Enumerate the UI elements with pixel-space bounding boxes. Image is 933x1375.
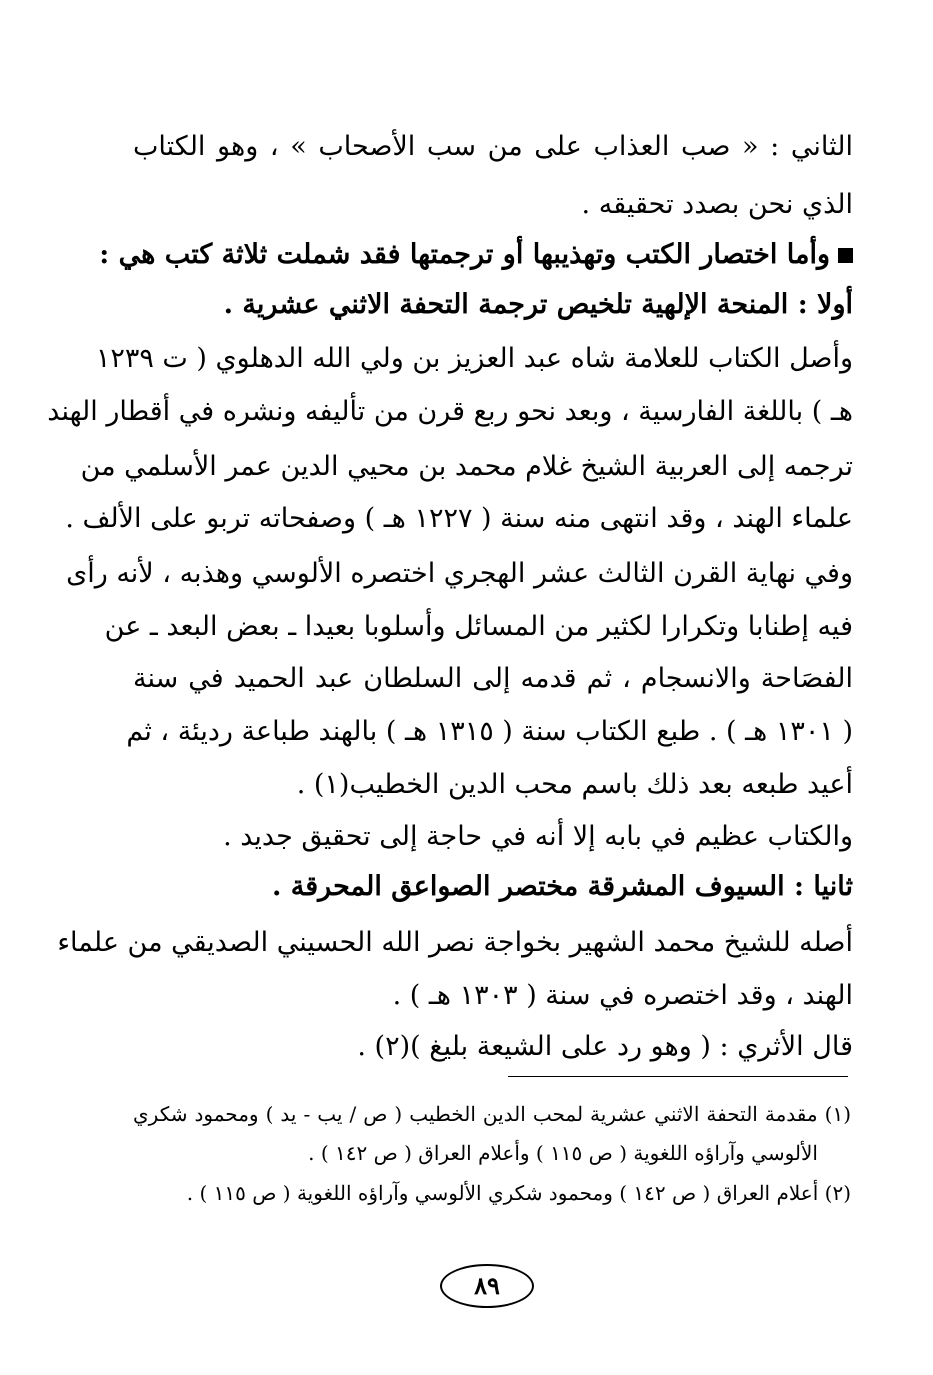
- body-line-16: أصله للشيخ محمد الشهير بخواجة نصر الله الحسيني الصديقي من علماء: [57, 927, 853, 958]
- body-line-14: والكتاب عظيم في بابه إلا أنه في حاجة إلى تحقيق جديد .: [223, 821, 853, 852]
- body-line-12: ( ١٣٠١ هـ ) . طبع الكتاب سنة ( ١٣١٥ هـ ) بالهند طباعة رديئة ، ثم: [126, 716, 853, 747]
- body-line-10: فيه إطنابا وتكرارا لكثير من المسائل وأسلوبا بعيدا ـ بعض البعد ـ عن: [104, 611, 853, 642]
- body-line-2: الذي نحن بصدد تحقيقه .: [581, 189, 853, 220]
- body-line-17: الهند ، وقد اختصره في سنة ( ١٣٠٣ هـ ) .: [392, 980, 853, 1011]
- subsection-heading-2: ثانيا : السيوف المشرقة مختصر الصواعق المحرقة .: [271, 871, 853, 902]
- footnote-1-line-2: الألوسي وآراؤه اللغوية ( ص ١١٥ ) وأعلام العراق ( ص ١٤٢ ) .: [308, 1141, 818, 1165]
- footnote-separator: [508, 1076, 848, 1077]
- footnote-2: (٢) أعلام العراق ( ص ١٤٢ ) ومحمود شكري الألوسي وآراؤه اللغوية ( ص ١١٥ ) .: [186, 1181, 851, 1205]
- body-line-13: أعيد طبعه بعد ذلك باسم محب الدين الخطيب(١) .: [296, 769, 853, 800]
- body-line-6: هـ ) باللغة الفارسية ، وبعد نحو ربع قرن من تأليفه ونشره في أقطار الهند: [47, 396, 853, 427]
- body-line-1: الثاني : « صب العذاب على من سب الأصحاب » ، وهو الكتاب: [133, 131, 853, 162]
- body-line-5: وأصل الكتاب للعلامة شاه عبد العزيز بن ولي الله الدهلوي ( ت ١٢٣٩: [95, 343, 853, 374]
- footnote-1-line-1: (١) مقدمة التحفة الاثني عشرية لمحب الدين الخطيب ( ص / يب - يد ) ومحمود شكري: [133, 1102, 851, 1126]
- body-line-7: ترجمه إلى العربية الشيخ غلام محمد بن محيي الدين عمر الأسلمي من: [80, 451, 853, 482]
- body-line-11: الفصَاحة والانسجام ، ثم قدمه إلى السلطان عبد الحميد في سنة: [133, 663, 853, 694]
- body-line-9: وفي نهاية القرن الثالث عشر الهجري اختصره الألوسي وهذبه ، لأنه رأى: [66, 558, 853, 589]
- page-number: ٨٩: [440, 1264, 534, 1308]
- square-bullet-icon: [838, 248, 853, 263]
- subsection-heading-1: أولا : المنحة الإلهية تلخيص ترجمة التحفة الاثني عشرية .: [223, 289, 853, 320]
- section-heading: وأما اختصار الكتب وتهذيبها أو ترجمتها فقد شملت ثلاثة كتب هي :: [133, 226, 853, 284]
- body-line-8: علماء الهند ، وقد انتهى منه سنة ( ١٢٢٧ هـ ) وصفحاته تربو على الألف .: [65, 503, 853, 534]
- body-line-18: قال الأثري : ( وهو رد على الشيعة بليغ )(٢) .: [357, 1031, 853, 1062]
